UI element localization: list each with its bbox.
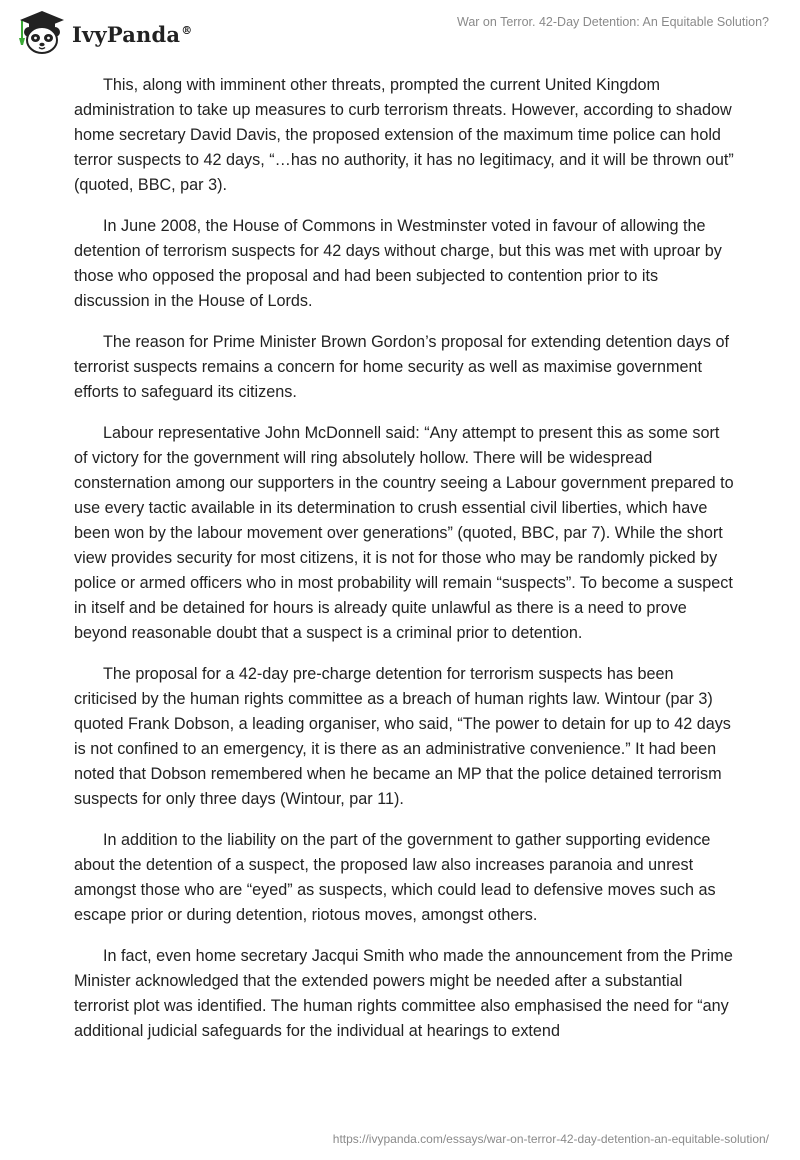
paragraph: Labour representative John McDonnell said: “Any attempt to present this as some sort of victory for the government will ring absolutely hollow. There will be widespread consternation among our supporters in the country seeing a Labour government prepared to use every tactic available in its determination to crush essential civil liberties, which have been won by the labour movement over generations” (quoted, BBC, par 7). While the short view provides security for most citizens, it is not for those who may be randomly picked by police or armed officers who in most probability will remain “suspects”. To become a suspect in itself and be detained for hours is already quite unlawful as there is a need to prove beyond reasonable doubt that a suspect is a criminal prior to detention. <box>74 424 734 642</box>
essay-body <box>74 73 734 1060</box>
ivypanda-logo[interactable] <box>14 8 192 56</box>
paragraph: This, along with imminent other threats, prompted the current United Kingdom administration to take up measures to curb terrorism threats. However, according to shadow home secretary David Davis, the proposed extension of the maximum time police can hold terror suspects to 42 days, “…has no authority, it has no legitimacy, and it will be thrown out” (quoted, BBC, par 3). <box>74 76 734 194</box>
registered-mark: ® <box>181 23 193 37</box>
logo-name: IvyPanda <box>72 21 181 47</box>
logo-wordmark <box>72 22 192 47</box>
page-header <box>0 0 800 64</box>
document-title: War on Terror. 42-Day Detention: An Equitable Solution? <box>457 15 769 29</box>
paragraph: In June 2008, the House of Commons in Westminster voted in favour of allowing the detention of terrorism suspects for 42 days without charge, but this was met with uproar by those who opposed the proposal and had been subjected to contention prior to its discussion in the House of Lords. <box>74 217 722 310</box>
paragraph: In addition to the liability on the part of the government to gather supporting evidence about the detention of a suspect, the proposed law also increases paranoia and unrest amongst those who are “eyed” as suspects, which could lead to defensive moves such as escape prior or during detention, riotous moves, amongst others. <box>74 831 716 924</box>
panda-graduation-cap-logo-icon <box>14 8 70 56</box>
paragraph: The proposal for a 42-day pre-charge detention for terrorism suspects has been criticised by the human rights committee as a breach of human rights law. Wintour (par 3) quoted Frank Dobson, a leading organiser, who said, “The power to detain for up to 42 days is not confined to an emergency, it is there as an administrative convenience.” It had been noted that Dobson remembered when he became an MP that the police detained terrorism suspects for only three days (Wintour, par 11). <box>74 665 731 808</box>
paragraph: In fact, even home secretary Jacqui Smith who made the announcement from the Prime Minister acknowledged that the extended powers might be needed after a substantial terrorist plot was identified. The human rights committee also emphasised the need for “any additional judicial safeguards for the individual at hearings to extend <box>74 947 733 1040</box>
source-url-link[interactable]: https://ivypanda.com/essays/war-on-terror-42-day-detention-an-equitable-solution/ <box>332 1132 769 1146</box>
paragraph: The reason for Prime Minister Brown Gordon’s proposal for extending detention days of terrorist suspects remains a concern for home security as well as maximise government efforts to safeguard its citizens. <box>74 333 729 401</box>
